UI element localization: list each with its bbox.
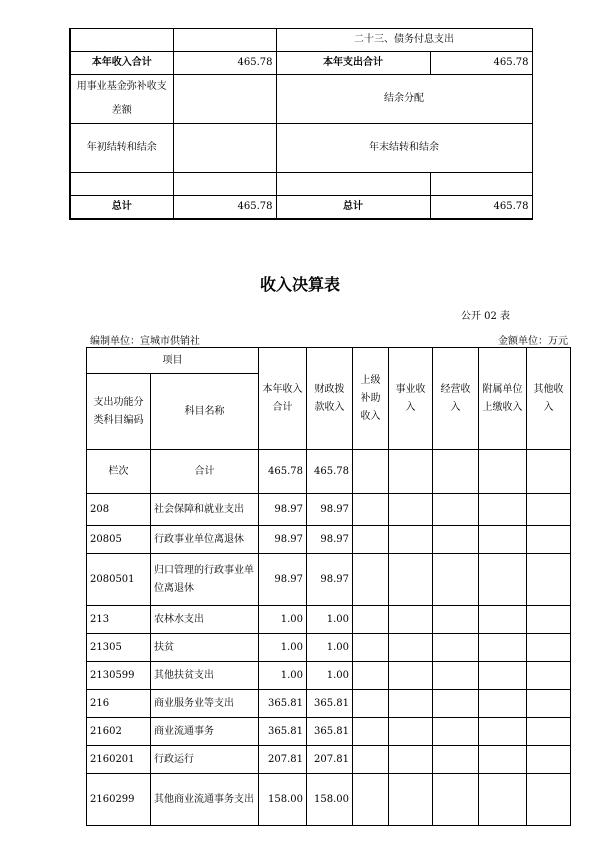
row-fiscal: 98.97	[307, 494, 353, 526]
row-code: 216	[87, 690, 151, 718]
income-total-value: 465.78	[173, 52, 276, 75]
cell-empty	[527, 606, 571, 634]
cell-empty	[479, 718, 527, 746]
row-total: 98.97	[259, 494, 307, 526]
row-fiscal: 98.97	[307, 526, 353, 554]
cell-empty	[433, 606, 479, 634]
header-subject-name: 科目名称	[151, 374, 259, 450]
row-code: 208	[87, 494, 151, 526]
cell-empty	[479, 690, 527, 718]
summary-name: 合计	[151, 450, 259, 494]
header-total-income: 本年收入合计	[259, 348, 307, 450]
table-row	[87, 606, 571, 634]
cell-empty	[353, 634, 389, 662]
row-code: 20805	[87, 526, 151, 554]
surplus-label: 结余分配	[276, 75, 532, 124]
summary-total: 465.78	[259, 450, 307, 494]
cell-empty	[70, 173, 173, 196]
cell-empty	[173, 75, 276, 124]
table-row	[87, 634, 571, 662]
header-other: 其他收入	[527, 348, 571, 450]
row-name: 行政运行	[151, 746, 259, 774]
cell-empty	[479, 554, 527, 606]
grand-total-value-right: 465.78	[430, 196, 532, 220]
row-code: 2160201	[87, 746, 151, 774]
summary-label: 栏次	[87, 450, 151, 494]
cell-empty	[173, 173, 276, 196]
cell-empty	[389, 606, 433, 634]
cell-empty	[527, 662, 571, 690]
cell-empty	[433, 690, 479, 718]
cell-empty	[389, 718, 433, 746]
cell-empty	[479, 450, 527, 494]
row-total: 207.81	[259, 746, 307, 774]
compiling-unit: 编制单位：宣城市供销社	[90, 336, 200, 347]
cell-empty	[353, 662, 389, 690]
grand-total-value-left: 465.78	[173, 196, 276, 220]
cell-empty	[389, 450, 433, 494]
summary-fiscal: 465.78	[307, 450, 353, 494]
cell-empty	[433, 554, 479, 606]
row-fiscal: 365.81	[307, 690, 353, 718]
cell-empty	[353, 718, 389, 746]
expense-summary-table	[69, 28, 533, 220]
table-row	[87, 746, 571, 774]
cell-empty	[353, 746, 389, 774]
row-code: 21305	[87, 634, 151, 662]
end-balance-label: 年末结转和结余	[276, 124, 532, 173]
header-func-code: 支出功能分类科目编码	[87, 374, 151, 450]
cell-empty	[433, 494, 479, 526]
header-affiliated: 附属单位上缴收入	[479, 348, 527, 450]
cell-empty	[479, 606, 527, 634]
cell-empty	[527, 494, 571, 526]
cell-empty	[527, 774, 571, 826]
cell-empty	[276, 173, 430, 196]
cell-empty	[389, 554, 433, 606]
cell-empty	[479, 494, 527, 526]
row-name: 社会保障和就业支出	[151, 494, 259, 526]
row-name: 商业服务业等支出	[151, 690, 259, 718]
row-code: 2160299	[87, 774, 151, 826]
row-fiscal: 365.81	[307, 718, 353, 746]
cell-empty	[479, 662, 527, 690]
row-name: 扶贫	[151, 634, 259, 662]
row-code: 2130599	[87, 662, 151, 690]
cell-empty	[430, 173, 532, 196]
row-fiscal: 1.00	[307, 634, 353, 662]
cell-empty	[433, 634, 479, 662]
cell-empty	[433, 746, 479, 774]
table-row	[87, 774, 571, 826]
cell-empty	[433, 450, 479, 494]
header-operating: 经营收入	[433, 348, 479, 450]
cell-empty	[353, 526, 389, 554]
row-total: 98.97	[259, 526, 307, 554]
cell-empty	[527, 718, 571, 746]
begin-balance-label: 年初结转和结余	[70, 124, 173, 173]
cell-empty	[389, 634, 433, 662]
cell-empty	[389, 494, 433, 526]
cell-empty	[353, 606, 389, 634]
row-fiscal: 207.81	[307, 746, 353, 774]
amount-unit: 金额单位：万元	[498, 336, 568, 347]
cell-empty	[389, 774, 433, 826]
form-number: 公开 02 表	[460, 311, 510, 322]
cell-empty	[353, 494, 389, 526]
page-title: 收入决算表	[259, 275, 340, 294]
cell-empty	[527, 690, 571, 718]
cell-empty	[353, 450, 389, 494]
table-row	[87, 690, 571, 718]
row-name: 其他商业流通事务支出	[151, 774, 259, 826]
row-total: 1.00	[259, 662, 307, 690]
debt-interest-label: 二十三、债务付息支出	[276, 29, 532, 52]
table-row	[87, 554, 571, 606]
cell-empty	[527, 450, 571, 494]
cell-empty	[353, 554, 389, 606]
header-fiscal: 财政拨款收入	[307, 348, 353, 450]
row-total: 365.81	[259, 690, 307, 718]
grand-total-label-left: 总计	[70, 196, 173, 220]
row-code: 2080501	[87, 554, 151, 606]
cell-empty	[353, 774, 389, 826]
cell-empty	[433, 662, 479, 690]
cell-empty	[479, 634, 527, 662]
fund-label: 用事业基金弥补收支差额	[70, 75, 173, 124]
cell-empty	[433, 774, 479, 826]
cell-empty	[389, 662, 433, 690]
expense-total-label: 本年支出合计	[276, 52, 430, 75]
table-row	[87, 662, 571, 690]
cell-empty	[70, 29, 173, 52]
cell-empty	[389, 690, 433, 718]
table-row	[87, 526, 571, 554]
row-name: 农林水支出	[151, 606, 259, 634]
row-name: 其他扶贫支出	[151, 662, 259, 690]
row-fiscal: 158.00	[307, 774, 353, 826]
row-total: 98.97	[259, 554, 307, 606]
cell-empty	[353, 690, 389, 718]
grand-total-label-right: 总计	[276, 196, 430, 220]
row-code: 21602	[87, 718, 151, 746]
cell-empty	[433, 718, 479, 746]
header-business: 事业收入	[389, 348, 433, 450]
cell-empty	[433, 526, 479, 554]
cell-empty	[479, 746, 527, 774]
table-row	[87, 718, 571, 746]
cell-empty	[173, 29, 276, 52]
cell-empty	[389, 746, 433, 774]
header-item: 项目	[87, 348, 259, 374]
expense-total-value: 465.78	[430, 52, 532, 75]
cell-empty	[527, 746, 571, 774]
row-total: 158.00	[259, 774, 307, 826]
cell-empty	[173, 124, 276, 173]
row-total: 1.00	[259, 634, 307, 662]
cell-empty	[527, 526, 571, 554]
row-fiscal: 1.00	[307, 606, 353, 634]
cell-empty	[527, 634, 571, 662]
table-row	[87, 494, 571, 526]
row-name: 归口管理的行政事业单位离退休	[151, 554, 259, 606]
row-fiscal: 1.00	[307, 662, 353, 690]
row-total: 1.00	[259, 606, 307, 634]
income-table	[86, 347, 571, 826]
row-name: 行政事业单位离退休	[151, 526, 259, 554]
cell-empty	[479, 774, 527, 826]
income-total-label: 本年收入合计	[70, 52, 173, 75]
header-upper-subsidy: 上级补助收入	[353, 348, 389, 450]
cell-empty	[479, 526, 527, 554]
row-fiscal: 98.97	[307, 554, 353, 606]
row-total: 365.81	[259, 718, 307, 746]
row-code: 213	[87, 606, 151, 634]
row-name: 商业流通事务	[151, 718, 259, 746]
cell-empty	[389, 526, 433, 554]
cell-empty	[527, 554, 571, 606]
